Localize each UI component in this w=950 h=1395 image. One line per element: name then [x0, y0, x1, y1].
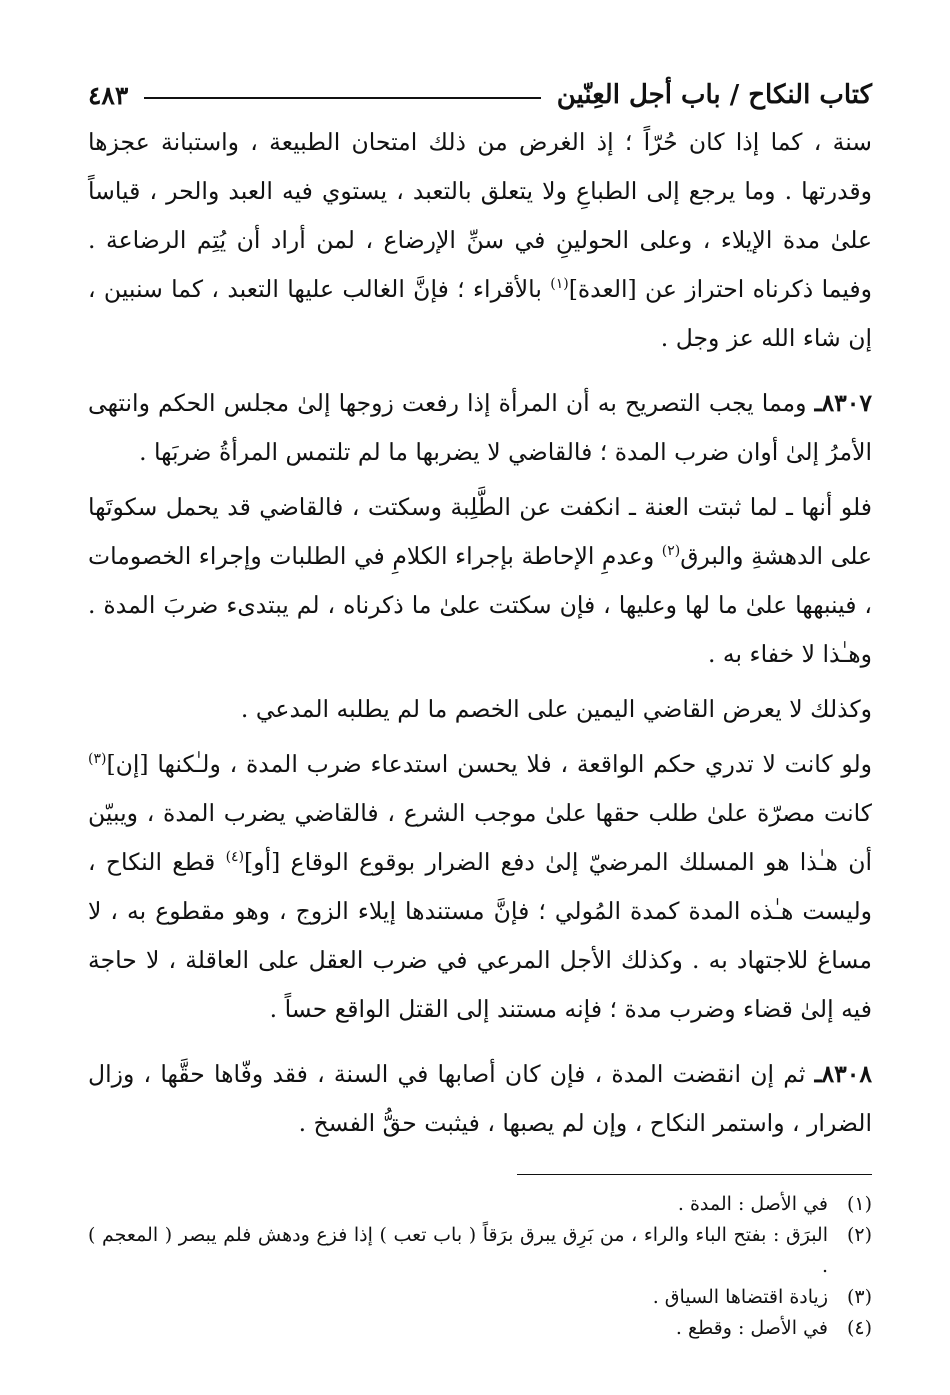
footnote-2-text: البرَق : بفتح الباء والراء ، من بَرِق يبرق برَقاً ( باب تعب ) إذا فزع ودهش فلم يبصر ( المعجم ) .: [88, 1224, 828, 1277]
page-number: ٤٨٣: [88, 80, 129, 110]
paragraph-8307-text: ومما يجب التصريح به أن المرأة إذا رفعت زوجها إلىٰ مجلس الحكم وانتهى الأمرُ إلىٰ أوان ضرب المدة ؛ فالقاضي لا يضربها ما لم تلتمس المرأةُ ضربَها .: [88, 389, 872, 466]
footnote-ref-3: (٣): [88, 751, 107, 768]
paragraph-5-text-c: قطع النكاح ، وليست هـٰذه المدة كمدة المُولي ؛ فإنَّ مستندها إيلاء الزوج ، وهو مقطوع به ، لا مساغ للاجتهاد به . وكذلك الأجل المرعي في ضرب العقل على العاقلة ، لا حاجة فيه إلىٰ قضاء وضرب مدة ؛ فإنه مستند إلى القتل الواقع حساً .: [88, 848, 872, 1023]
section-number-8308: ٨٣٠٨ـ: [814, 1060, 872, 1088]
footnote-3: [88, 1282, 872, 1313]
paragraph-3-tail: وعدمِ الإحاطة بإجراء الكلامِ في الطلبات وإجراء الخصومات ، فينبهها علىٰ ما لها وعليها ، فإن سكتت علىٰ ما ذكرناه ، لم يبتدىء ضربَ المدة . وهـٰذا لا خفاء به .: [88, 542, 872, 668]
paragraph-5-text-a: ولو كانت لا تدري حكم الواقعة ، فلا يحسن استدعاء ضرب المدة ، ولـٰكنها [إن]: [106, 750, 872, 778]
running-header: [88, 72, 872, 118]
paragraph-8308-text: ثم إن انقضت المدة ، فإن كان أصابها في السنة ، فقد وفّاها حقَّها ، وزال الضرار ، واستمر النكاح ، وإن لم يصبها ، فيثبت حقُّ الفسخ .: [88, 1060, 872, 1137]
footnote-3-text: زيادة اقتضاها السياق .: [652, 1286, 828, 1308]
footnote-4-number: (٤): [846, 1317, 872, 1339]
footnote-ref-2: (٢): [661, 543, 681, 560]
paragraph-3: [88, 483, 872, 679]
header-rule: [144, 97, 540, 99]
footnotes: [88, 1189, 872, 1344]
footnote-1-text: في الأصل : المدة .: [677, 1193, 828, 1215]
footnote-2: [88, 1220, 872, 1282]
paragraph-4: وكذلك لا يعرض القاضي اليمين على الخصم ما لم يطلبه المدعي .: [240, 695, 872, 723]
paragraph-1-text: سنة ، كما إذا كان حُرّاً ؛ إذ الغرض من ذلك امتحان الطبيعة ، واستبانة عجزها وقدرتها . وما يرجع إلى الطباعِ ولا يتعلق بالتعبد ، يستوي فيه العبد والحر ، قياساً علىٰ مدة الإيلاء ، وعلى الحولينِ في سنِّ الإرضاع ، لمن أراد أن يُتِم الرضاعة . وفيما ذكرناه احتراز عن [العدة]: [88, 128, 873, 303]
footnote-separator: [517, 1174, 872, 1175]
footnote-4-text: في الأصل : وقطع .: [675, 1317, 828, 1339]
paragraph-5: [88, 740, 872, 1034]
paragraph-1: [88, 118, 872, 363]
footnote-3-number: (٣): [846, 1286, 872, 1308]
paragraph-8307: [88, 379, 872, 477]
paragraph-3-text: فلو أنها ـ لما ثبتت العنة ـ انكفت عن الطَّلِبة وسكتت ، فالقاضي قد يحمل سكوتَها على الدهشةِ والبرق: [88, 493, 872, 570]
footnote-2-number: (٢): [846, 1224, 872, 1246]
main-text: [88, 118, 872, 1148]
footnote-1-number: (١): [846, 1193, 872, 1215]
paragraph-5-text-b: كانت مصرّة علىٰ طلب حقها علىٰ موجب الشرع ، فالقاضي يضرب المدة ، ويبيّن أن هـٰذا هو المسلك المرضيّ إلىٰ دفع الضرار بوقوع الوقاع [أو]: [88, 799, 872, 876]
paragraph-1-tail: بالأقراء ؛ فإنَّ الغالب عليها التعبد ، كما سنبين ، إن شاء الله عز وجل .: [88, 275, 872, 352]
header-title: كتاب النكاح / باب أجل العِنّين: [556, 80, 872, 110]
section-number-8307: ٨٣٠٧ـ: [814, 389, 872, 417]
footnote-ref-1: (١): [550, 276, 569, 293]
footnote-1: [88, 1189, 872, 1220]
paragraph-8308: [88, 1050, 872, 1148]
footnote-ref-4: (٤): [225, 849, 245, 866]
footnote-4: [88, 1313, 872, 1344]
